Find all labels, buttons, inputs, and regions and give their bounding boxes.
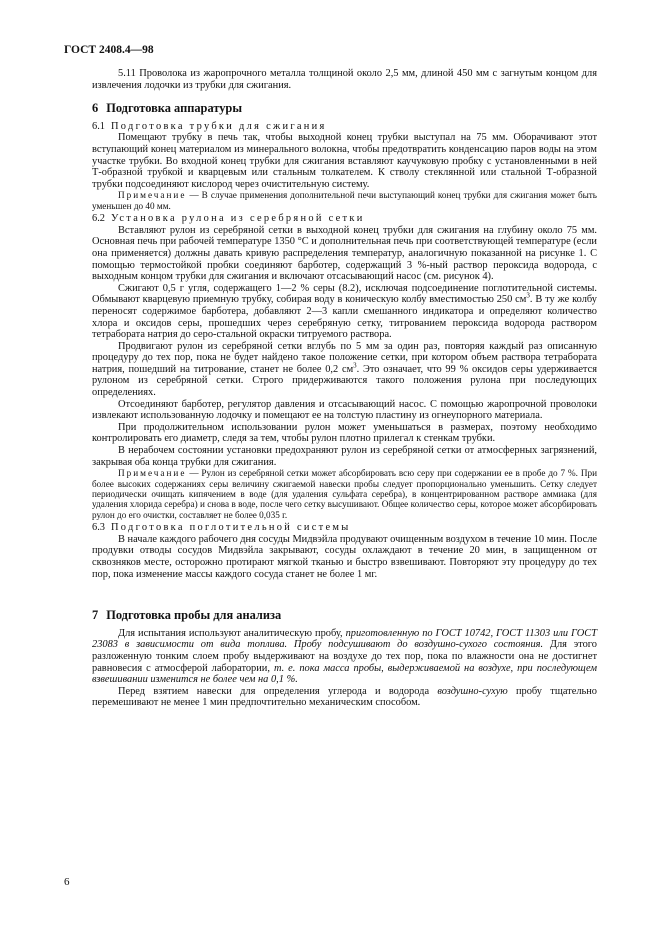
paragraph-7-2-part-a: Перед взятием навески для определения углерода и водорода: [118, 685, 438, 697]
paragraph-7-1-part-b: приготовленную по ГОСТ 10742, ГОСТ 11303 или ГОСТ 23083 в зависимости от вида топлива. Пробу подсушивают до воздушно-сухого состояния.: [92, 627, 597, 651]
paragraph-6-2-2: [92, 283, 597, 341]
paragraph-6-2-4: Отсоединяют барботер, регулятор давления и отсасывающий насос. С помощью жаропрочной проволоки извлекают использованную лодочку и помещают ее на толстую пластину из огнеупорного материала.: [92, 398, 597, 422]
paragraph-6-3-1: В начале каждого рабочего дня сосуды Мидвэйла продувают очищенным воздухом в течение 10 мин. После продувки отводы сосудов Мидвэйла закрывают, сосуды охлаждают в течение 20 мин, в защищенном от сквозняков месте, осторожно протирают мягкой тканью и быстро взвешивают. Повторяют эту процедуру до тех пор, пока изменение массы каждого сосуда станет не более 1 мг.: [92, 533, 597, 580]
superscript-3: 3: [353, 361, 357, 370]
subsection-6-3-title: Подготовка поглотительной системы: [111, 522, 351, 534]
note-label: Примечание: [118, 190, 187, 201]
spacer: [92, 580, 597, 598]
paragraph-7-2: [92, 686, 597, 709]
subsection-6-2-number: 6.2: [92, 213, 105, 225]
paragraph-7-1-part-d: т. е. пока масса пробы, выдерживаемой на воздухе, при последующем взвешивании изменится не более чем на 0,1 %.: [92, 662, 597, 686]
note-text: — В случае применения дополнительной печи выступающий конец трубки для сжигания может быть уменьшен до 40 мм.: [92, 190, 597, 211]
subsection-6-1-title: Подготовка трубки для сжигания: [111, 120, 327, 132]
superscript-3: 3: [526, 291, 530, 300]
paragraph-6-2-3: [92, 341, 597, 399]
paragraph-5-11: 5.11 Проволока из жаропрочного металла толщиной около 2,5 мм, длиной 450 мм с загнутым концом для извлечения лодочки из трубки для сжигания.: [92, 68, 597, 91]
paragraph-6-2-2-part-a: Сжигают 0,5 г угля, содержащего 1—2 % серы (8.2), исключая подсоединение поглотительной системы. Обмывают кварцевую приемную трубку, собирая воду в коническую колбу вместимостью 250 см: [92, 282, 597, 306]
page-number: 6: [64, 876, 70, 888]
paragraph-7-2-part-c: пробу тщательно перемешивают не менее 1 мин предпочтительно механическим способом.: [92, 685, 597, 709]
paragraph-6-2-6: В нерабочем состоянии установки предохраняют рулон из серебряной сетки от атмосферных загрязнений, закрывая оба конца трубки для сжигания.: [92, 445, 597, 468]
subsection-6-2-heading: [92, 213, 597, 225]
paragraph-6-2-1: Вставляют рулон из серебряной сетки в выходной конец трубки для сжигания на глубину около 75 мм. Основная печь при рабочей температуре 1350 °С и дополнительная печь при соответствующей температуре (если она применяется) должны давать кривую распределения температур, аналогичную показанной на рисунке 1. С помощью термостойкой пробки соединяют барботер, содержащий 3 %-ный раствор пероксида водорода, с выходным концом трубки для сжигания и включают отсасывающий насос (см. рисунок 4).: [92, 224, 597, 283]
section-6-heading: [92, 103, 597, 115]
paragraph-6-1-1: Помещают трубку в печь так, чтобы выходной конец трубки выступал на 75 мм. Оборачивают этот вступающий конец материалом из минерального волокна, чтобы предотвратить конденсацию паров воды на этом участке трубки. Во входной конец трубки для сжигания вставляют каучуковую пробку с установленными в ней Т-образной трубкой и кварцевым или стальным толкателем. К стволу стеклянной или стальной Т-образной трубки подсоединяют кислород через очистительную систему.: [92, 132, 597, 190]
paragraph-7-2-part-b: воздушно-сухую: [437, 685, 508, 697]
paragraph-6-2-3-part-a: Продвигают рулон из серебряной сетки вглубь по 5 мм за один раз, повторяя каждый раз описанную процедуру до тех пор, пока не будет найдено такое положение сетки, при котором объем раствора тетрабората натрия, пошедший на титрование, станет не более 0,2 см: [92, 340, 597, 375]
section-7-title: Подготовка пробы для анализа: [106, 608, 282, 623]
paragraph-6-2-5: При продолжительном использовании рулон может уменьшаться в размерах, поэтому необходимо контролировать его диаметр, следя за тем, чтобы рулон плотно прилегал к стенкам трубки.: [92, 421, 597, 445]
subsection-6-1-heading: [92, 121, 597, 133]
section-6-title: Подготовка аппаратуры: [106, 101, 242, 116]
paragraph-6-2-2-part-b: . В ту же колбу переносят содержимое барботера, добавляют 2—3 капли смешанного индикатора и определяют количество хлора и оксидов серы, прошедших через серебряную сетку, титрованием пероксида водорода раствором тетрабората натрия до серо-стальной окраски титруемого раствора.: [92, 294, 597, 341]
paragraph-7-1-part-c: Для этого разложенную тонким слоем пробу выдерживают на воздухе до тех пор, пока по влажности она не достигнет равновесия с атмосферой лаборатории,: [92, 639, 597, 674]
section-6-number: 6: [92, 101, 99, 116]
note-label: Примечание: [118, 468, 187, 479]
paragraph-7-1-part-a: Для испытания используют аналитическую пробу,: [118, 627, 346, 639]
subsection-6-2-title: Установка рулона из серебряной сетки: [111, 213, 365, 225]
document-body: [92, 68, 597, 709]
subsection-6-3-heading: [92, 522, 597, 534]
subsection-6-1-number: 6.1: [92, 120, 105, 132]
paragraph-7-1: [92, 628, 597, 686]
note-text: — Рулон из серебряной сетки может абсорбировать всю серу при содержании ее в пробе до 7 %. При более высоких содержаниях серы величину сжигаемой навески пробы следует пропорционально уменьшить. Сетку следует периодически очищать кипячением в воде (для удаления сульфата серебра), в концентрированном растворе аммиака (для удаления хлорида серебра) и снова в воде, после чего сетку высушивают. Общее количество серы, которое может абсорбировать рулон до его очистки, составляет не более 0,035 г.: [92, 468, 597, 520]
note-6-2: [92, 468, 597, 520]
page-header: ГОСТ 2408.4—98: [64, 44, 154, 56]
section-7-heading: [92, 610, 597, 622]
note-6-1: [92, 190, 597, 211]
paragraph-6-2-3-part-b: . Это означает, что 99 % оксидов серы удерживается рулоном из серебряной сетки. Строго придерживаются такого положения рулона при последующих определениях.: [92, 363, 597, 399]
subsection-6-3-number: 6.3: [92, 522, 105, 534]
section-7-number: 7: [92, 608, 99, 623]
